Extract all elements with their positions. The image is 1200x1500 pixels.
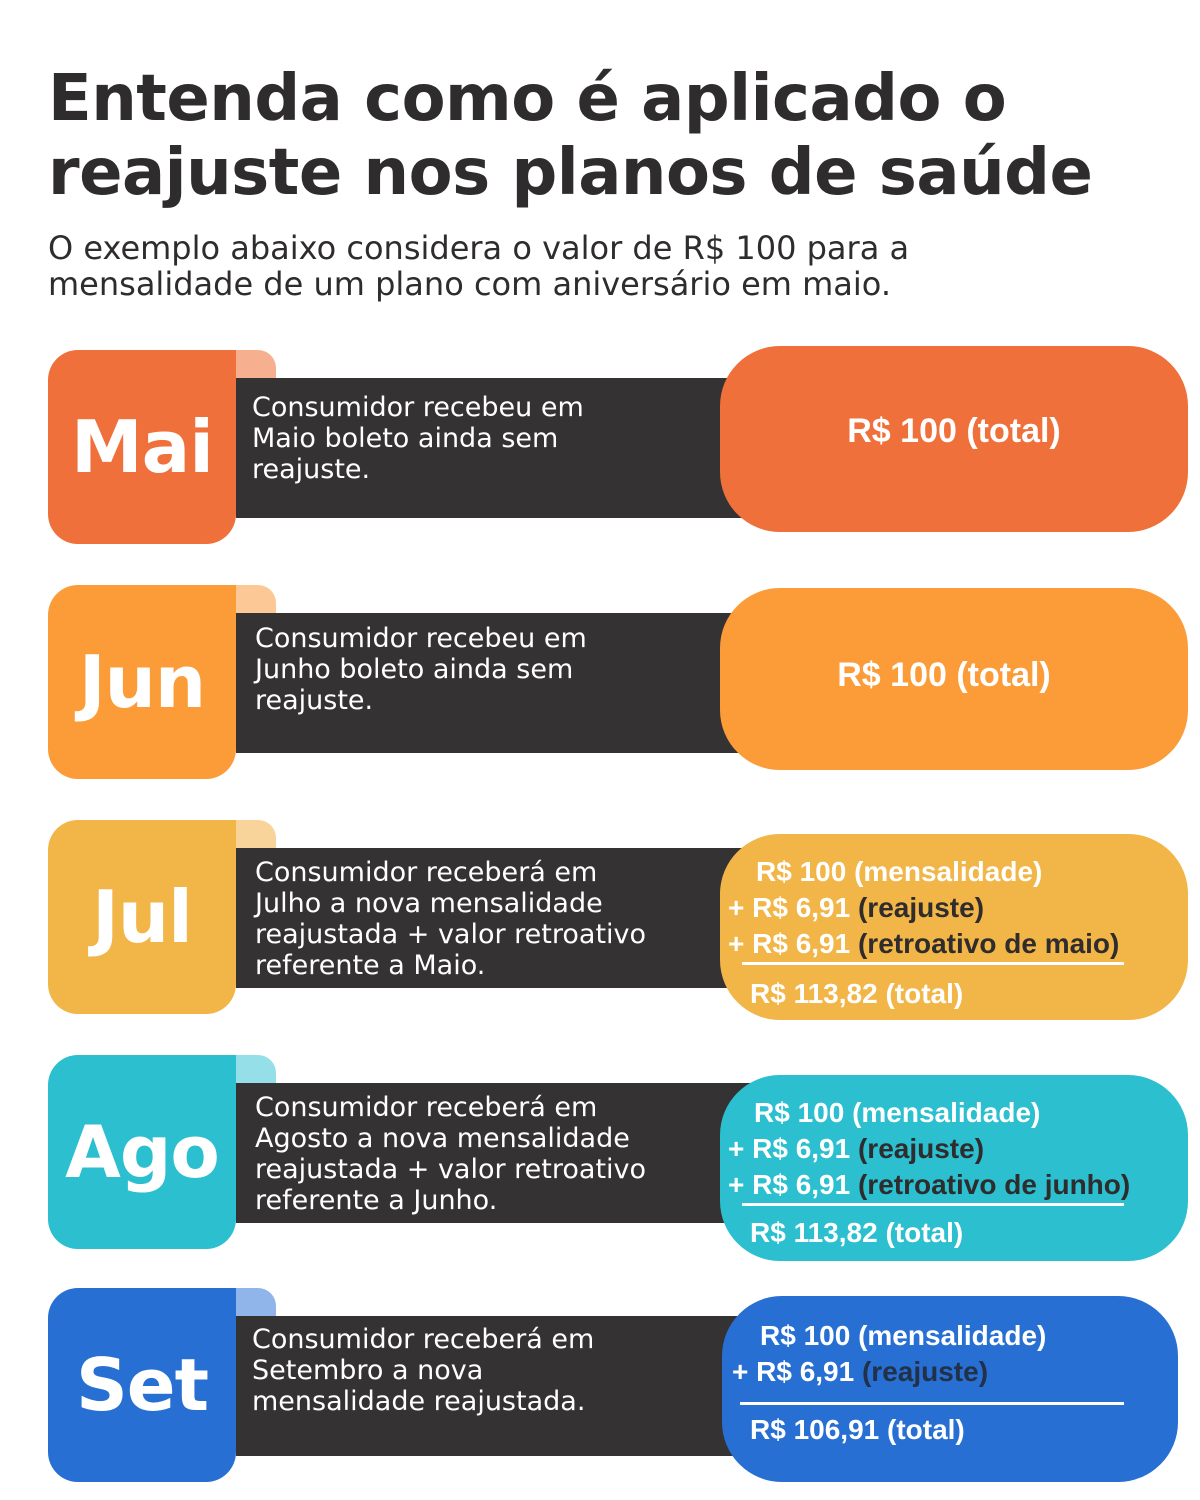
total-amount: R$ 106,91 (total) (750, 1414, 965, 1445)
retroactive-note: (retroativo de maio) (857, 928, 1120, 959)
description-line: Junho boleto ainda sem (255, 654, 574, 685)
adjustment-line (728, 890, 984, 926)
total-amount: R$ 100 (total) (847, 412, 1061, 450)
retroactive-line (728, 1167, 1130, 1203)
month-description (252, 1324, 712, 1417)
description-line: Consumidor recebeu em (252, 392, 584, 423)
month-tab (48, 350, 236, 544)
sum-divider (740, 1402, 1124, 1405)
month-tab (48, 1288, 236, 1482)
total-amount: R$ 113,82 (total) (750, 978, 964, 1009)
month-row-set (0, 1288, 1200, 1488)
month-label: Ago (65, 1110, 219, 1194)
description-line: Consumidor recebeu em (255, 623, 587, 654)
description-line: Setembro a nova (252, 1355, 484, 1386)
subtitle-line-2: mensalidade de um plano com aniversário em maio. (48, 265, 891, 303)
adjustment-note: (reajuste) (857, 1133, 985, 1164)
total-amount: R$ 100 (total) (837, 656, 1051, 694)
page-title (48, 62, 1168, 210)
adjustment-line (728, 1131, 984, 1167)
adjustment-note: (reajuste) (861, 1356, 989, 1387)
description-line: Consumidor receberá em (252, 1324, 595, 1355)
amount-pill (720, 346, 1188, 532)
month-tab (48, 820, 236, 1014)
description-line: referente a Maio. (255, 950, 486, 981)
retroactive-value: + R$ 6,91 (728, 1169, 851, 1200)
title-line-1: Entenda como é aplicado o (48, 62, 1007, 136)
retroactive-note: (retroativo de junho) (857, 1169, 1131, 1200)
amount-pill (720, 588, 1188, 770)
total-amount: R$ 113,82 (total) (750, 1217, 964, 1248)
month-description (255, 623, 715, 716)
description-line: reajuste. (252, 454, 371, 485)
title-line-2: reajuste nos planos de saúde (48, 136, 1093, 210)
description-line: Agosto a nova mensalidade (255, 1123, 630, 1154)
adjustment-note: (reajuste) (857, 892, 985, 923)
retroactive-line (728, 926, 1119, 962)
description-line: reajustada + valor retroativo (255, 919, 647, 950)
month-row-jun (0, 585, 1200, 785)
description-line: referente a Junho. (255, 1185, 498, 1216)
description-line: mensalidade reajustada. (252, 1386, 586, 1417)
month-description (255, 857, 715, 981)
amount-pill (720, 1075, 1188, 1261)
adjustment-line (732, 1354, 988, 1390)
description-line: Consumidor receberá em (255, 857, 598, 888)
adjustment-value: + R$ 6,91 (728, 1133, 851, 1164)
monthly-fee-line: R$ 100 (mensalidade) (756, 856, 1043, 887)
monthly-fee-line: R$ 100 (mensalidade) (760, 1320, 1047, 1351)
subtitle-line-1: O exemplo abaixo considera o valor de R$ 100 para a (48, 229, 910, 267)
monthly-fee-line: R$ 100 (mensalidade) (754, 1097, 1041, 1128)
page-subtitle (48, 230, 1168, 302)
month-row-mai (0, 350, 1200, 550)
month-description (255, 1092, 715, 1216)
month-description (252, 392, 712, 485)
month-label: Jun (78, 640, 206, 724)
adjustment-value: + R$ 6,91 (728, 892, 851, 923)
description-line: Consumidor receberá em (255, 1092, 598, 1123)
month-tab (48, 1055, 236, 1249)
sum-divider (742, 1203, 1124, 1206)
amount-pill (720, 834, 1188, 1020)
description-line: reajuste. (255, 685, 374, 716)
month-label: Mai (71, 405, 213, 489)
retroactive-value: + R$ 6,91 (728, 928, 851, 959)
description-line: Julho a nova mensalidade (255, 888, 603, 919)
month-row-ago (0, 1055, 1200, 1255)
month-label: Set (75, 1343, 209, 1427)
month-label: Jul (92, 875, 192, 959)
month-tab (48, 585, 236, 779)
month-row-jul (0, 820, 1200, 1020)
sum-divider (742, 962, 1124, 965)
description-line: reajustada + valor retroativo (255, 1154, 647, 1185)
amount-pill (722, 1296, 1178, 1482)
description-line: Maio boleto ainda sem (252, 423, 559, 454)
adjustment-value: + R$ 6,91 (732, 1356, 855, 1387)
